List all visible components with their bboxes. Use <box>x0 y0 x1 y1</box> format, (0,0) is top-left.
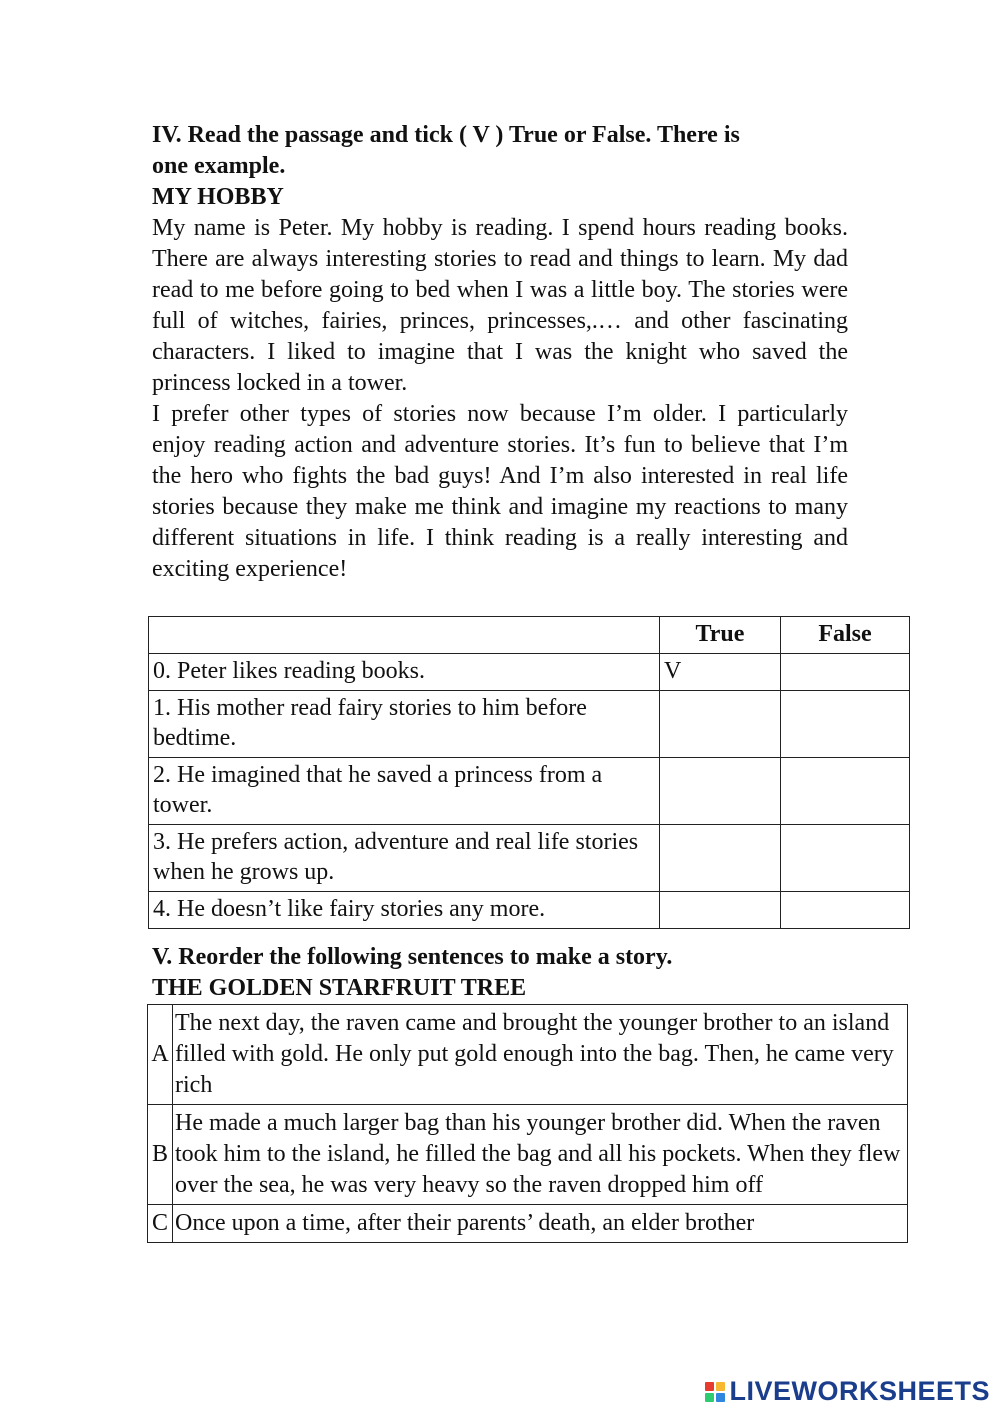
logo-text: LIVEWORKSHEETS <box>729 1376 990 1406</box>
table-row <box>149 654 910 691</box>
true-cell[interactable] <box>660 825 781 892</box>
section-4 <box>152 120 848 585</box>
section-4-title: IV. Read the passage and tick ( V ) True or False. There is one example. <box>152 122 740 179</box>
passage-paragraph-1: My name is Peter. My hobby is reading. I spend hours reading books. There are always interesting stories to read and things to learn. My dad read to me before going to bed when I was a little boy. The stories were full of witches, fairies, princes, princesses,.… and other fascinating characters. I liked to imagine that I was the knight who saved the princess locked in a tower. <box>152 215 848 396</box>
statement-cell: 0. Peter likes reading books. <box>149 654 660 691</box>
table-row <box>149 758 910 825</box>
logo-square <box>705 1382 714 1391</box>
header-true: True <box>660 617 781 654</box>
false-cell[interactable] <box>781 654 910 691</box>
story-sentence: He made a much larger bag than his younger brother did. When the raven took him to the island, he filled the bag and all his pockets. When they flew over the sea, he was very heavy so the raven dropped him off <box>173 1105 908 1205</box>
true-cell[interactable] <box>660 691 781 758</box>
section-5-title: V. Reorder the following sentences to make a story. <box>152 944 673 970</box>
false-cell[interactable] <box>781 892 910 929</box>
true-false-table <box>148 616 910 929</box>
table-row <box>149 892 910 929</box>
table-header-row <box>149 617 910 654</box>
statement-cell: 3. He prefers action, adventure and real life stories when he grows up. <box>149 825 660 892</box>
story-row <box>148 1205 908 1243</box>
logo-grid-icon <box>705 1382 725 1402</box>
section-5 <box>152 942 912 1004</box>
passage-title: MY HOBBY <box>152 184 284 210</box>
story-row <box>148 1105 908 1205</box>
statement-cell: 4. He doesn’t like fairy stories any more. <box>149 892 660 929</box>
false-cell[interactable] <box>781 825 910 892</box>
story-sentence: Once upon a time, after their parents’ death, an elder brother <box>173 1205 908 1243</box>
false-cell[interactable] <box>781 691 910 758</box>
logo-square <box>705 1393 714 1402</box>
story-sentence: The next day, the raven came and brought the younger brother to an island filled with gold. He only put gold enough into the bag. Then, he came very rich <box>173 1005 908 1105</box>
story-table <box>147 1004 908 1243</box>
true-cell[interactable]: V <box>660 654 781 691</box>
liveworksheets-logo[interactable] <box>705 1376 990 1407</box>
false-cell[interactable] <box>781 758 910 825</box>
passage-paragraph-2: I prefer other types of stories now because I’m older. I particularly enjoy reading action and adventure stories. It’s fun to believe that I’m the hero who fights the bad guys! And I’m also interested in real life stories because they make me think and imagine my reactions to many different situations in life. I think reading is a really interesting and exciting experience! <box>152 401 848 582</box>
story-letter: B <box>148 1105 173 1205</box>
story-letter: A <box>148 1005 173 1105</box>
true-cell[interactable] <box>660 758 781 825</box>
logo-square <box>716 1382 725 1391</box>
story-title: THE GOLDEN STARFRUIT TREE <box>152 975 527 1001</box>
statement-cell: 2. He imagined that he saved a princess from a tower. <box>149 758 660 825</box>
true-cell[interactable] <box>660 892 781 929</box>
header-statement <box>149 617 660 654</box>
table-row <box>149 691 910 758</box>
header-false: False <box>781 617 910 654</box>
story-letter: C <box>148 1205 173 1243</box>
story-row <box>148 1005 908 1105</box>
table-row <box>149 825 910 892</box>
statement-cell: 1. His mother read fairy stories to him before bedtime. <box>149 691 660 758</box>
logo-square <box>716 1393 725 1402</box>
